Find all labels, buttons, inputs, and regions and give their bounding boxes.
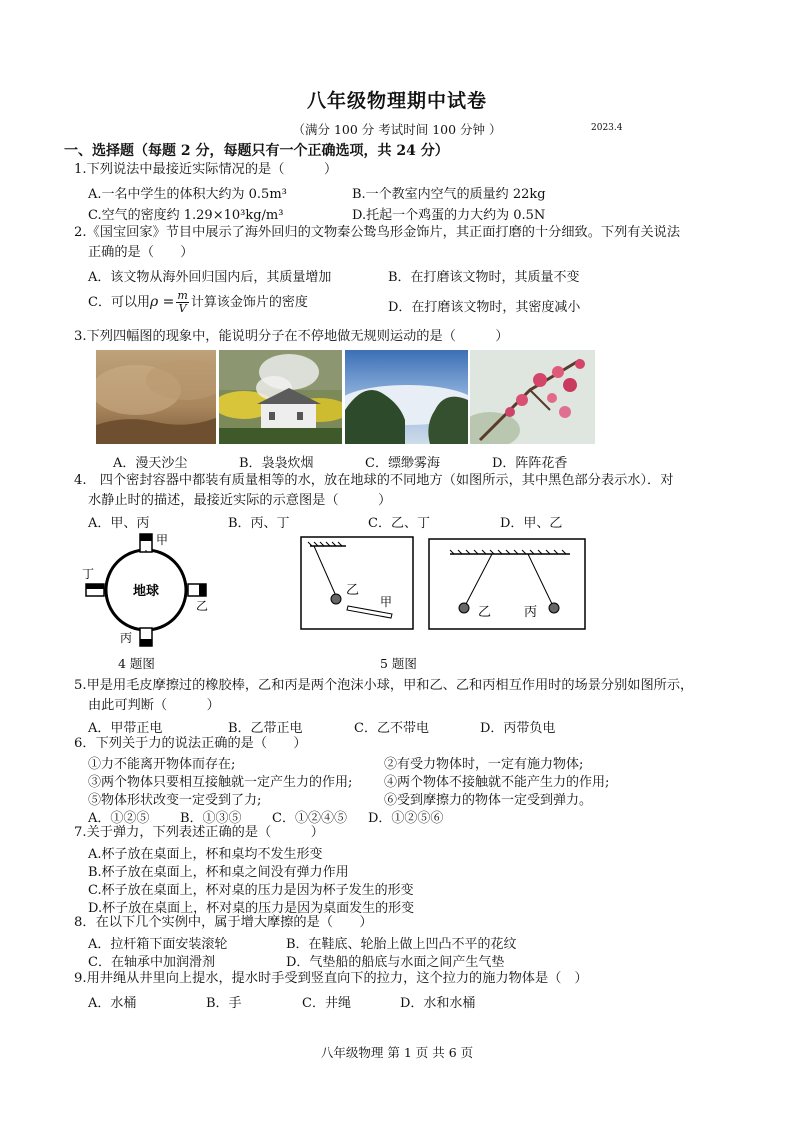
q2-option-c-suffix: 计算该金饰片的密度	[190, 295, 308, 310]
label-jia: 甲	[156, 533, 169, 547]
q3-option-b: B．袅袅炊烟	[239, 456, 314, 471]
figure-4-earth-diagram	[76, 530, 246, 648]
q4-stem-line1: 4. 四个密封容器中都装有质量相等的水，放在地球的不同地方（如图所示，其中黑色部分表示水）．对	[74, 473, 674, 488]
label-bing: 丙	[120, 631, 133, 645]
q2-option-b: B．在打磨该文物时，其质量不变	[388, 270, 580, 285]
q9-option-a: A．水桶	[88, 996, 137, 1011]
q5-stem-line2: 由此可判断（ ）	[88, 698, 220, 713]
q7-option-b: B.杯子放在桌面上，杯和桌之间没有弹力作用	[88, 865, 349, 880]
figure-5-left-diagram	[300, 536, 414, 630]
earth-label: 地球	[132, 584, 160, 599]
fraction-denominator: V	[178, 302, 187, 315]
q7-option-d: D.杯子放在桌面上，杯对桌的压力是因为桌面发生的形变	[88, 901, 415, 916]
label-yi: 乙	[196, 599, 209, 613]
q5-option-c: C．乙不带电	[354, 721, 429, 736]
q5-option-b: B．乙带正电	[228, 721, 303, 736]
q6-statement-2: ②有受力物体时，一定有施力物体;	[384, 757, 584, 772]
q9-option-d: D．水和水桶	[400, 996, 476, 1011]
q4-option-a: A．甲、丙	[88, 516, 150, 531]
density-fraction	[176, 290, 188, 315]
q3-option-a: A．漫天沙尘	[113, 456, 188, 471]
q1-option-c: C.空气的密度约 1.29×10³kg/m³	[88, 208, 284, 223]
label-yi-ball: 乙	[346, 583, 360, 598]
q8-stem: 8．在以下几个实例中，属于增大摩擦的是（ ）	[74, 915, 373, 930]
q9-stem: 9.用井绳从井里向上提水，提水时手受到竖直向下的拉力，这个拉力的施力物体是（ ）	[74, 971, 588, 986]
q1-option-d: D.托起一个鸡蛋的力大约为 0.5N	[352, 208, 546, 223]
q5-stem-line1: 5.甲是用毛皮摩擦过的橡胶棒，乙和丙是两个泡沫小球，甲和乙、乙和丙相互作用时的场景分别如图所示，	[74, 678, 694, 693]
q6-statement-4: ④两个物体不接触就不能产生力的作用;	[384, 775, 610, 790]
q6-option-c: C．①②④⑤	[272, 811, 347, 826]
q6-option-a: A．①②⑤	[88, 811, 150, 826]
q6-statement-5: ⑤物体形状改变一定受到了力;	[88, 793, 262, 808]
q4-stem-line2: 水静止时的描述，最接近实际的示意图是（ ）	[88, 493, 392, 508]
q6-statement-3: ③两个物体只要相互接触就一定产生力的作用;	[88, 775, 353, 790]
q2-stem-line2: 正确的是（ ）	[88, 245, 194, 260]
photo-sandstorm	[96, 350, 216, 444]
q2-option-d: D．在打磨该文物时，其密度减小	[388, 300, 581, 315]
q5-option-d: D．丙带负电	[480, 721, 556, 736]
q6-option-d: D．①②⑤⑥	[368, 811, 444, 826]
figure-5-right-diagram	[428, 538, 586, 630]
label-yi-ball-2: 乙	[478, 605, 492, 620]
q2-density-symbol: ρ =	[149, 294, 175, 310]
q4-option-b: B．丙、丁	[228, 516, 290, 531]
section-heading: 一、选择题（每题 2 分，每题只有一个正确选项，共 24 分）	[64, 143, 449, 159]
q8-option-c: C．在轴承中加润滑剂	[88, 955, 215, 970]
q2-option-c-prefix: C．可以用	[88, 295, 150, 310]
q1-option-b: B.一个教室内空气的质量约 22kg	[352, 187, 546, 202]
fraction-numerator: m	[177, 289, 188, 302]
page-title: 八年级物理期中试卷	[306, 90, 487, 112]
figure-4-caption: 4 题图	[118, 656, 155, 671]
q7-option-c: C.杯子放在桌面上，杯对桌的压力是因为杯子发生的形变	[88, 883, 414, 898]
q6-stem: 6．下列关于力的说法正确的是（ ）	[74, 736, 307, 751]
q8-option-d: D．气垫船的船底与水面之间产生气垫	[286, 955, 505, 970]
q9-option-c: C．井绳	[302, 996, 351, 1011]
q1-option-a: A.一名中学生的体积大约为 0.5m³	[88, 187, 287, 202]
q3-option-d: D．阵阵花香	[492, 456, 568, 471]
q9-option-b: B．手	[206, 996, 242, 1011]
q2-option-a: A．该文物从海外回归国内后，其质量增加	[88, 270, 332, 285]
q7-stem: 7.关于弹力，下列表述正确的是（ ）	[74, 825, 324, 840]
q6-statement-6: ⑥受到摩擦力的物体一定受到弹力。	[384, 793, 593, 808]
label-bing-ball: 丙	[524, 605, 538, 620]
q6-option-b: B．①③⑤	[180, 811, 242, 826]
label-jia-rod: 甲	[380, 595, 393, 609]
q8-option-b: B．在鞋底、轮胎上做上凹凸不平的花纹	[286, 937, 517, 952]
photo-chimney-smoke	[219, 350, 342, 444]
photo-flowers	[470, 350, 595, 444]
q2-option-c	[88, 290, 308, 315]
q4-option-c: C．乙、丁	[368, 516, 430, 531]
q3-option-c: C．缥缈雾海	[365, 456, 440, 471]
figure-5-caption: 5 题图	[380, 656, 417, 671]
q6-statement-1: ①力不能离开物体而存在;	[88, 757, 236, 772]
photo-fog-sea	[345, 350, 468, 444]
q7-option-a: A.杯子放在桌面上，杯和桌均不发生形变	[88, 847, 323, 862]
label-ding: 丁	[82, 567, 95, 581]
q2-stem-line1: 2.《国宝回家》节目中展示了海外回归的文物秦公鸷鸟形金饰片，其正面打磨的十分细致。下列有关说法	[74, 225, 681, 240]
q5-option-a: A．甲带正电	[88, 721, 163, 736]
q1-stem: 1.下列说法中最接近实际情况的是（ ）	[74, 162, 338, 177]
q8-option-a: A．拉杆箱下面安装滚轮	[88, 937, 228, 952]
exam-subtitle: （满分 100 分 考试时间 100 分钟 ）	[292, 122, 502, 137]
page-footer: 八年级物理 第 1 页 共 6 页	[320, 1045, 474, 1060]
q4-option-d: D．甲、乙	[500, 516, 563, 531]
exam-date: 2023.4	[591, 123, 623, 133]
q3-stem: 3.下列四幅图的现象中，能说明分子在不停地做无规则运动的是（ ）	[74, 329, 509, 344]
